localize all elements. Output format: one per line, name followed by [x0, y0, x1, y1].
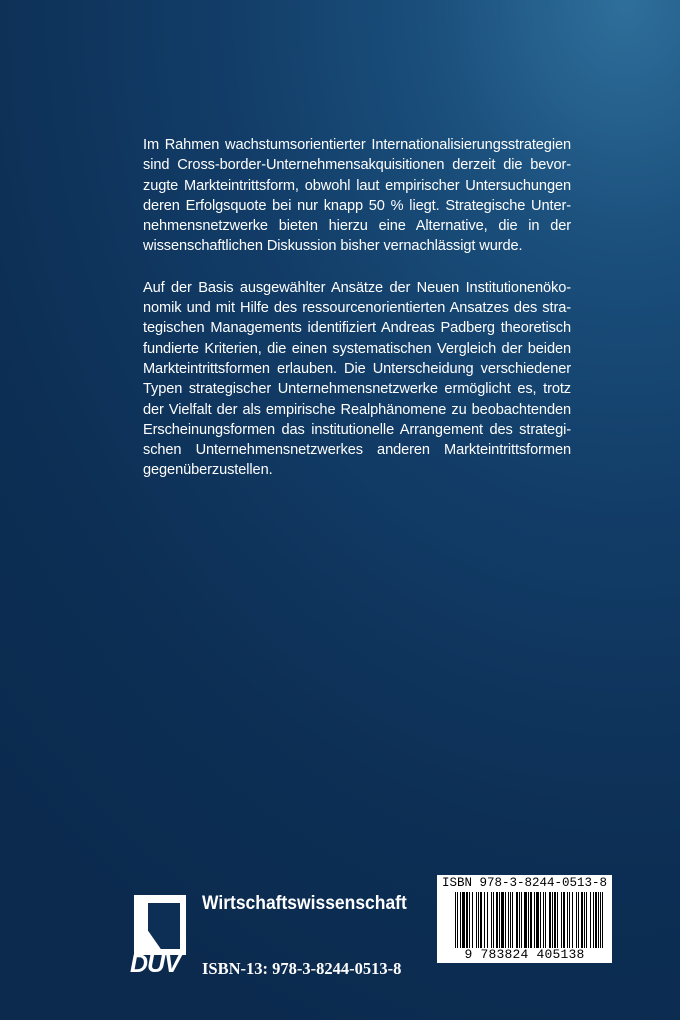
barcode-bar: [578, 892, 579, 948]
barcode-bar: [528, 892, 529, 948]
blurb-line: Erscheinungsformen das institutionelle Arrangement des strategi-: [143, 421, 571, 438]
barcode-bar: [505, 892, 506, 948]
barcode-bar: [549, 892, 551, 948]
blurb-line: der Vielfalt der als empirische Realphänomene zu beobachtenden: [143, 401, 571, 418]
blurb-line: Markteintrittsformen erlauben. Die Unterscheidung verschiedener: [143, 360, 571, 377]
barcode-bar: [545, 892, 546, 948]
barcode-isbn-text: ISBN 978-3-8244-0513-8: [441, 876, 608, 890]
barcode-bar: [516, 892, 518, 948]
blurb-line: Im Rahmen wachstumsorientierter Internationalisierungsstrategien: [143, 137, 571, 153]
barcode-bar: [572, 892, 573, 948]
barcode-bar: [519, 892, 520, 948]
barcode-bar: [472, 892, 473, 948]
barcode-bar: [496, 892, 498, 948]
blurb-line: fundierte Kriterien, die einen systematischen Vergleich der beiden: [143, 340, 571, 357]
barcode-bar: [552, 892, 553, 948]
barcode-bar: [460, 892, 461, 948]
barcode-bar: [476, 892, 477, 948]
barcode-bar: [567, 892, 568, 948]
barcode-bar: [561, 892, 562, 948]
barcode-bar: [557, 892, 558, 948]
blurb-line: schen Unternehmensnetzwerkes anderen Markteintrittsformen: [143, 442, 571, 459]
series-name: Wirtschaftswissenschaft: [202, 893, 407, 914]
blurb-text: [143, 135, 571, 502]
barcode-bar: [576, 892, 577, 948]
barcode-bar: [524, 892, 527, 948]
barcode-bar: [586, 892, 587, 948]
barcode-bar: [536, 892, 539, 948]
barcode-bar: [569, 892, 570, 948]
blurb-line: nehmensnetzwerke bieten hierzu eine Alternative, die in der: [143, 218, 571, 235]
blurb-line: zugte Markteintrittsform, obwohl laut empirischer Untersuchungen: [143, 177, 571, 194]
barcode-bar: [480, 892, 482, 948]
barcode-bar: [600, 892, 601, 948]
barcode-bar: [466, 892, 468, 948]
barcode-bar: [493, 892, 494, 948]
blurb-line: gegenüberzustellen.: [143, 462, 273, 479]
blurb-line: nomik und mit Hilfe des ressourcenorientierten Ansatzes des stra-: [143, 300, 571, 317]
barcode-bar: [457, 892, 458, 948]
barcode-bar: [491, 892, 492, 948]
barcode-bar: [478, 892, 479, 948]
barcode-icon: [455, 892, 603, 948]
blurb-line: Auf der Basis ausgewählter Ansätze der Neuen Institutionenöko-: [143, 279, 571, 296]
barcode-bar: [534, 892, 535, 948]
barcode-bar: [602, 892, 603, 948]
logo-text: DUV: [130, 950, 180, 978]
barcode-bar: [455, 892, 456, 948]
barcode-bar: [508, 892, 509, 948]
barcode-digits: 9 783824 405138: [464, 947, 585, 962]
blurb-paragraph-1: [143, 135, 571, 257]
barcode-bar: [487, 892, 488, 948]
blurb-line: sind Cross-border-Unternehmensakquisitionen derzeit die bevor-: [143, 157, 571, 174]
barcode-bar: [563, 892, 565, 948]
barcode-bar: [593, 892, 594, 948]
barcode-bar: [598, 892, 599, 948]
barcode-bar: [543, 892, 544, 948]
blurb-line: wissenschaftlichen Diskussion bisher vernachlässigt wurde.: [143, 238, 523, 255]
barcode-bar: [499, 892, 500, 948]
publisher-block: [130, 885, 430, 978]
barcode-bar: [581, 892, 583, 948]
blurb-paragraph-2: [143, 278, 571, 481]
barcode-bar: [510, 892, 511, 948]
barcode-bar: [469, 892, 470, 948]
barcode-bar: [584, 892, 585, 948]
logo-mark-icon: [134, 895, 186, 955]
duv-logo: [130, 895, 192, 978]
barcode-bar: [512, 892, 513, 948]
barcode-bar: [590, 892, 591, 948]
barcode-bar: [595, 892, 597, 948]
blurb-line: deren Erfolgsquote bei nur knapp 50 % liegt. Strategische Unter-: [143, 197, 571, 214]
barcode-bar: [554, 892, 556, 948]
barcode-bar: [540, 892, 541, 948]
blurb-line: Typen strategischer Unternehmensnetzwerke ermöglicht es, trotz: [143, 381, 571, 398]
barcode-bar: [501, 892, 504, 948]
barcode-bar: [462, 892, 465, 948]
barcode-bar: [484, 892, 485, 948]
barcode-bar: [521, 892, 522, 948]
barcode-label: [437, 875, 612, 963]
isbn-13-text: ISBN-13: 978-3-8244-0513-8: [202, 959, 402, 978]
barcode-bar: [530, 892, 532, 948]
blurb-line: tegischen Managements identifiziert Andreas Padberg theoretisch: [143, 320, 571, 337]
